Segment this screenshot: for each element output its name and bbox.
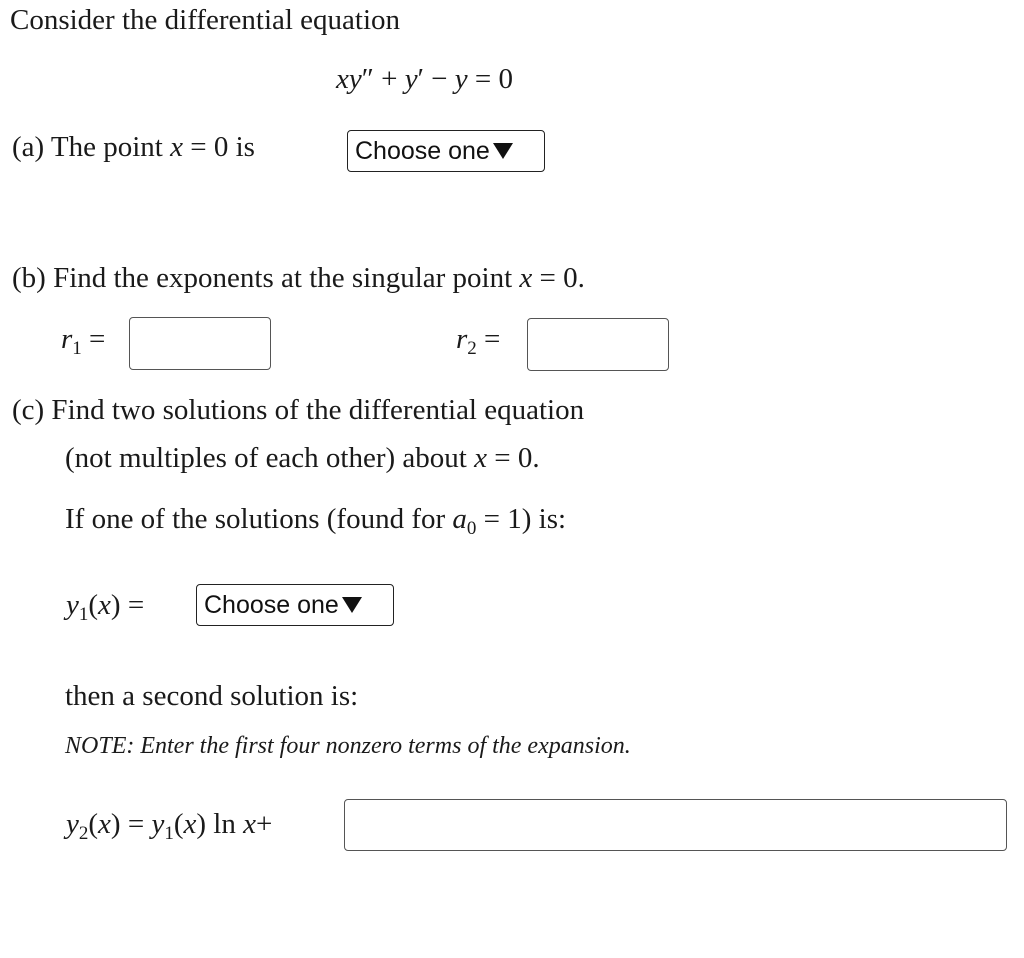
r2-label: $r_2$ = [456,323,501,359]
part-b-text: (b) Find the exponents at the singular point x = 0. [12,262,585,294]
y1-label: $y_1(x)$ = [66,589,145,625]
intro-text: Consider the differential equation [10,4,401,36]
dropdown-arrow-icon [342,597,362,613]
r1-input[interactable] [129,317,271,370]
then-text: then a second solution is: [65,680,359,712]
part-c-line1: (c) Find two solutions of the differential equation [12,394,585,426]
dropdown-arrow-icon [493,143,513,159]
part-c-line2: (not multiples of each other) about x = 0. [65,442,540,474]
y2-expansion-input[interactable] [344,799,1007,851]
part-c-line3: If one of the solutions (found for $a_0 = 1$) is: [65,503,567,539]
differential-equation: xy″ + y′ − y = 0 [336,63,514,95]
y2-label: $y_2(x) = y_1(x)$ ln x+ [66,808,273,844]
part-a-text: (a) The point x = 0 is [12,131,255,163]
y1-solution-select[interactable] [196,584,394,626]
r1-label: $r_1$ = [61,323,106,359]
point-classification-select-label: Choose one [355,136,490,165]
y1-solution-select-label: Choose one [204,590,339,619]
point-classification-select[interactable] [347,130,545,172]
r2-input[interactable] [527,318,669,371]
note-text: NOTE: Enter the first four nonzero terms of the expansion. [65,733,631,759]
